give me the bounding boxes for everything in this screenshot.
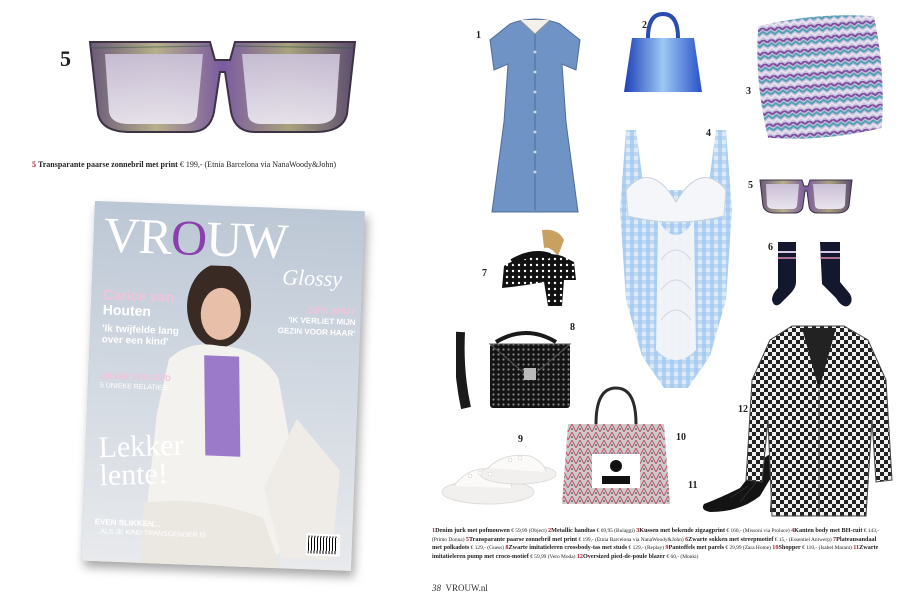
product-captions: 1Denim jurk met pofmouwen € 59,99 (Object) 2Metallic handtas € 69,95 (Bulaggi) 3Kussen met bekende zigzagprint € 160,- (Missoni via Proluce) 4Kanten body met BH-cuit € 143,- (Primo Donna) 5Transparante paarse zonnebril met print € 199,- (Etnia Barcelona via NanaWoody&John) 6Zwarte sokken met streepmotief € 15,- (Essentiel Antwerp) 7Plateausandaal met polkadots € 129,- (Guess) 8Zwarte imitatieleren crossbody-tas met studs € 129,- (Replay) 9Pantoffels met parels € 29,99 (Zara Home) 10Shopper € 110,- (Isabel Marant) 11Zwarte imitatieleren pump met croco-motief € 59,99 (Vero Moda) 12Oversized pied-de-poule blazer € 60,- (Monki) bbox=[432, 527, 880, 560]
item-number-1: 1 bbox=[476, 30, 481, 41]
item-number-3: 3 bbox=[746, 86, 751, 97]
cover-quote: 'Ik twijfelde lang over een kind' bbox=[101, 323, 180, 348]
metallic-handbag-image bbox=[622, 8, 704, 100]
lace-body-image bbox=[606, 120, 746, 410]
pearl-slippers-image bbox=[440, 446, 558, 508]
item-number-7: 7 bbox=[482, 268, 487, 279]
barcode bbox=[306, 533, 341, 556]
item-number-11: 11 bbox=[688, 480, 698, 491]
page-footer: 38 VROUW.nl bbox=[432, 583, 488, 593]
item-number-10: 10 bbox=[676, 432, 686, 443]
shopper-bag-image bbox=[560, 384, 672, 510]
left-caption: 5 Transparante paarse zonnebril met print € 199,- (Etnia Barcelona via NanaWoody&John) bbox=[32, 160, 337, 169]
item-number-5-large: 5 bbox=[60, 46, 71, 71]
platform-sandal-image bbox=[492, 226, 584, 310]
cover-even-slikken: EVEN SLIKKEN... ...ALS JE KIND TRANSGENDER IS bbox=[94, 517, 207, 540]
cover-zon-spijt: ZO'N SPIJT 'IK VERLIET MIJN GEZIN VOOR HAAR' bbox=[277, 305, 357, 339]
item-number-8: 8 bbox=[570, 322, 575, 333]
magazine-subtitle: Glossy bbox=[281, 264, 343, 292]
houndstooth-blazer-image bbox=[744, 320, 894, 520]
item-number-4: 4 bbox=[706, 128, 711, 139]
magazine-cover bbox=[81, 201, 365, 571]
magazine-title: VROUW bbox=[102, 206, 289, 270]
sunglasses-image bbox=[85, 32, 360, 142]
item-number-2: 2 bbox=[642, 20, 647, 31]
cover-name: Carice van Houten bbox=[102, 286, 175, 320]
cover-headline: Lekker lente! bbox=[98, 428, 185, 493]
zigzag-cushion-image bbox=[754, 12, 886, 142]
striped-socks-image bbox=[770, 238, 854, 310]
item-number-5: 5 bbox=[748, 180, 753, 191]
sunglasses-small-image bbox=[758, 176, 854, 216]
item-number-6: 6 bbox=[768, 242, 773, 253]
item-number-12: 12 bbox=[738, 404, 748, 415]
cover-liever: LIEVER VERLIEFD 5 UNIEKE RELATIES bbox=[99, 371, 172, 392]
item-number-9: 9 bbox=[518, 434, 523, 445]
crossbody-bag-image bbox=[456, 322, 576, 416]
denim-dress-image bbox=[480, 12, 590, 217]
